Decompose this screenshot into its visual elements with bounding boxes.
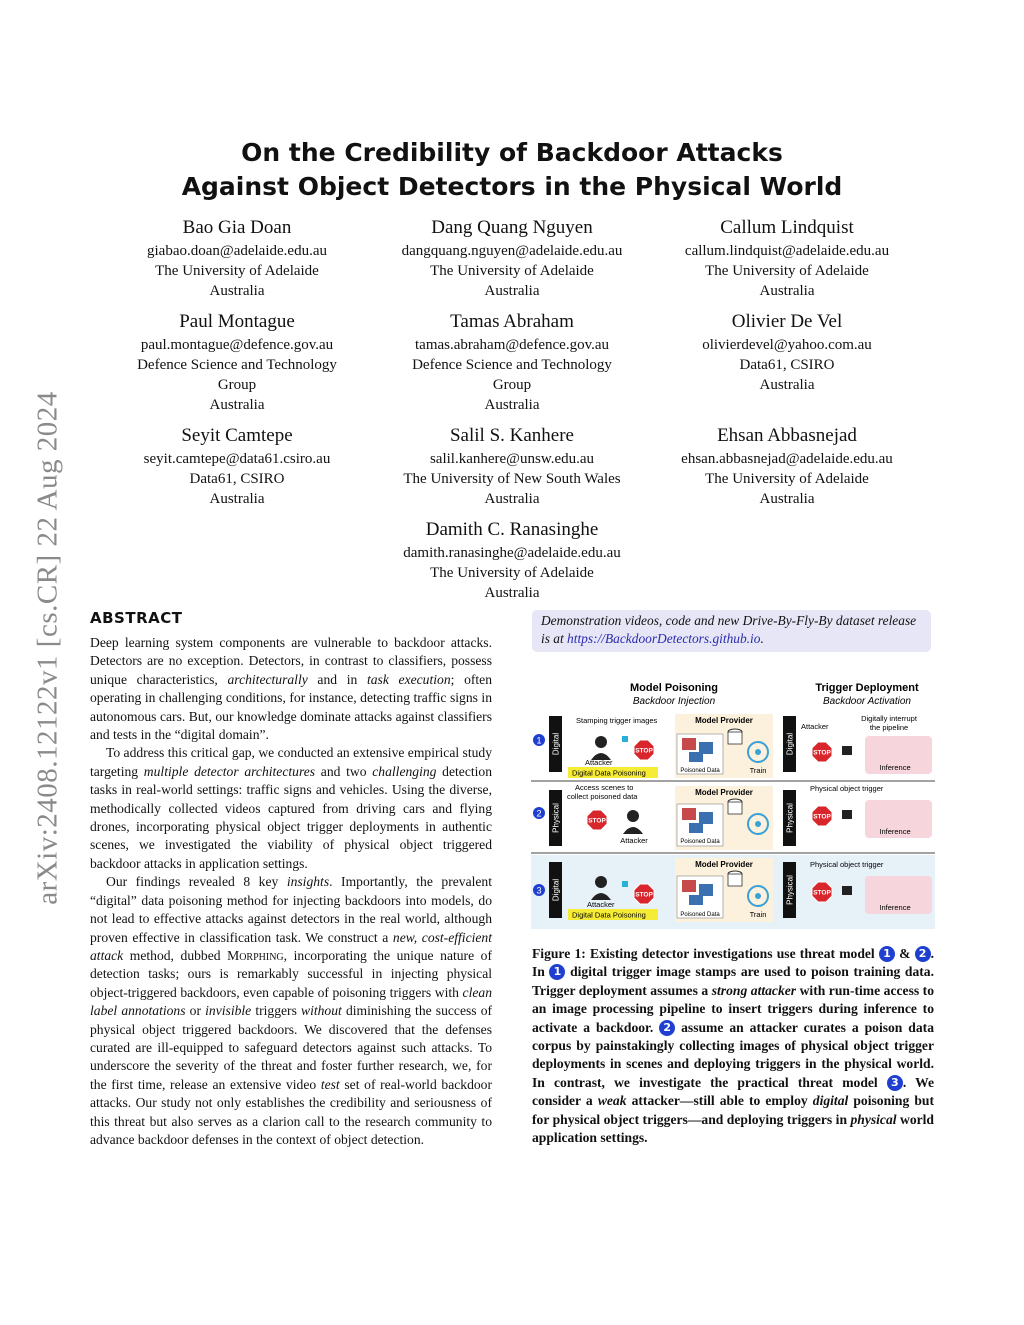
author-name: Dang Quang Nguyen (431, 217, 593, 238)
header-backdoor-injection: Backdoor Injection (632, 696, 716, 707)
row-1-deploy-label: Digital (785, 732, 795, 756)
svg-text:1: 1 (536, 735, 542, 746)
database-icon (728, 732, 742, 744)
author-affiliation: The University of Adelaide (155, 263, 319, 279)
project-link[interactable]: https://BackdoorDetectors.github.io (567, 631, 761, 646)
svg-text:STOP: STOP (813, 749, 831, 757)
author-affiliation: Data61, CSIRO (189, 471, 285, 487)
access-scenes-text: collect poisoned data (567, 792, 638, 801)
abstract-paragraph: Our findings revealed 8 key insights. Importantly, the prevalent “digital” data poisoning method for injecting backdoors into models, do not lead to effective attacks against detectors in the real world, although proven effective in classification task. We construct a new, cost-efficient attack method, dubbed Morphing, incorporating the unique nature of detection tasks; ours is remarkably successful in injecting physical object-triggered backdoors, even capable of poisoning triggers with clean label annotations or invisible triggers without diminishing the success of physical object triggered backdoors. We discovered that the defenses curated are ill-equipped to safeguard detectors against such attacks. To underscore the severity of the threat and foster further research, we, for the first time, release an extensive video test set of real-world backdoor attacks. Our study not only establishes the credibility and seriousness of this threat but also serves as a clarion call to the research community to advance backdoor defenses in the context of object detection. (90, 874, 493, 1147)
svg-text:STOP: STOP (813, 813, 831, 821)
attacker-label: Attacker (620, 836, 648, 845)
author-name: Ehsan Abbasnejad (717, 425, 857, 446)
interrupt-text: Digitally interrupt (861, 714, 917, 723)
author-affiliation: The University of Adelaide (430, 263, 594, 279)
author-country: Australia (209, 283, 265, 299)
author-block (362, 216, 662, 301)
author-block (362, 518, 662, 603)
author-email: ehsan.abbasnejad@adelaide.edu.au (681, 451, 893, 467)
stop-sign-icon (634, 740, 654, 760)
author-email: paul.montague@defence.gov.au (140, 337, 334, 353)
author-affiliation: Data61, CSIRO (739, 357, 835, 373)
abstract-paragraph: To address this critical gap, we conducted an extensive empirical study targeting multiple detector architectures and two challenging detection tasks in real-world settings: traffic signs and vehicles. Using the diverse, methodically collected videos captured from driving cars and flying drones, incorporating physical object trigger deployments in authentic scenes, we investigated the viability of physical object triggered backdoor attacks in application settings. (90, 745, 492, 871)
author-name: Damith C. Ranasinghe (425, 519, 599, 540)
database-icon (728, 802, 742, 814)
train-label: Train (749, 910, 767, 919)
author-affiliation: Defence Science and Technology (137, 357, 337, 373)
poisoned-data-label: Poisoned Data (680, 839, 720, 845)
model-provider-label: Model Provider (695, 716, 753, 725)
inference-label: Inference (879, 763, 911, 772)
database-icon (728, 874, 742, 886)
abstract-paragraph: Deep learning system components are vulnerable to backdoor attacks. Detectors are no exception. Detectors, in contrast to classifiers, possess unique characteristics, architecturally and in task execution; often operating in challenging conditions, for instance, detecting traffic signs in autonomous cars. But, our knowledge dominate attacks against classifiers and tests in the “digital domain”. (90, 635, 493, 743)
title-line-1: On the Credibility of Backdoor Attacks (241, 138, 783, 167)
physical-trigger-label: Physical object trigger (810, 784, 884, 793)
figure-1-diagram (529, 676, 937, 932)
author-block (87, 310, 387, 415)
author-name: Salil S. Kanhere (449, 425, 574, 446)
digital-poisoning-label: Digital Data Poisoning (572, 768, 646, 778)
row-3-deploy-label: Physical (785, 875, 795, 905)
author-country: Australia (484, 283, 540, 299)
author-country: Australia (759, 377, 815, 393)
digital-poisoning-label: Digital Data Poisoning (572, 910, 646, 920)
author-country: Australia (759, 491, 815, 507)
attacker-label: Attacker (801, 722, 829, 731)
attacker-icon (623, 810, 643, 834)
author-country: Australia (484, 491, 540, 507)
attacker-label: Attacker (587, 900, 615, 909)
camera-icon (842, 810, 852, 819)
author-name: Paul Montague (179, 311, 295, 332)
stop-sign-icon (812, 806, 832, 826)
demo-notice-box: Demonstration videos, code and new Drive-By-Fly-By dataset release is at https://BackdoorDetectors.github.io. (532, 610, 931, 652)
author-email: seyit.camtepe@data61.csiro.au (143, 451, 331, 467)
inference-label: Inference (879, 903, 911, 912)
header-trigger-deployment: Trigger Deployment (815, 682, 919, 694)
attacker-label: Attacker (585, 758, 613, 767)
stop-sign-icon (812, 882, 832, 902)
author-block (87, 424, 387, 509)
author-country: Australia (484, 585, 540, 601)
author-affiliation: The University of New South Wales (403, 471, 621, 487)
row-3-label: Digital (551, 878, 561, 902)
author-block (362, 424, 662, 509)
author-email: salil.kanhere@unsw.edu.au (429, 451, 595, 467)
attacker-icon (591, 736, 611, 760)
author-block (637, 216, 937, 301)
header-backdoor-activation: Backdoor Activation (822, 696, 912, 707)
author-block (362, 310, 662, 415)
figure-1-caption: Figure 1: Existing detector investigations use threat model 1 & 2 . In 1 digital trigger image stamps are used to poison training data. Trigger deployment assumes a strong attacker with run-time access to an image processing pipeline to insert triggers during inference to activate a backdoor. 2 assume an attacker curates a poison data corpus by painstakingly collecting images of physical object trigger deployments in scenes and deploying triggers in the physical world. In contrast, we investigate the practical threat model 3 . We consider a weak attacker—still able to employ digital poisoning but for physical object triggers—and deploying triggers in physical world application settings. (532, 946, 934, 1146)
train-label: Train (749, 766, 767, 775)
access-scenes-text: Access scenes to (575, 783, 634, 792)
model-provider-label: Model Provider (695, 860, 753, 869)
author-affiliation: Defence Science and Technology (412, 357, 612, 373)
abstract-body (90, 634, 492, 1149)
trigger-stamp-icon (622, 881, 628, 887)
inference-label: Inference (879, 827, 911, 836)
author-country: Australia (759, 283, 815, 299)
author-email: tamas.abraham@defence.gov.au (415, 337, 609, 353)
stamping-trigger-text: Stamping trigger images (576, 716, 658, 725)
header-model-poisoning: Model Poisoning (630, 682, 718, 694)
svg-text:STOP: STOP (635, 747, 653, 755)
trigger-stamp-icon (622, 736, 628, 742)
author-country: Australia (209, 491, 265, 507)
author-affiliation: The University of Adelaide (430, 565, 594, 581)
author-email: olivierdevel@yahoo.com.au (702, 337, 872, 353)
camera-icon (842, 746, 852, 755)
physical-trigger-label: Physical object trigger (810, 860, 884, 869)
author-country: Australia (209, 397, 265, 413)
abstract-heading: ABSTRACT (90, 609, 183, 627)
author-affiliation: The University of Adelaide (705, 263, 869, 279)
svg-text:STOP: STOP (635, 891, 653, 899)
row-1-label: Digital (551, 732, 561, 756)
author-affiliation: Group (217, 377, 257, 393)
poisoned-data-label: Poisoned Data (680, 768, 720, 774)
stop-sign-icon (812, 742, 832, 762)
model-provider-label: Model Provider (695, 788, 753, 797)
svg-text:3: 3 (536, 885, 542, 896)
author-email: damith.ranasinghe@adelaide.edu.au (403, 545, 621, 561)
author-name: Tamas Abraham (450, 311, 574, 332)
row-2-label: Physical (551, 803, 561, 833)
author-email: giabao.doan@adelaide.edu.au (147, 243, 327, 259)
poisoned-data-label: Poisoned Data (680, 912, 720, 918)
author-name: Olivier De Vel (731, 311, 843, 332)
author-block (637, 310, 937, 395)
author-name: Seyit Camtepe (181, 425, 293, 446)
author-email: dangquang.nguyen@adelaide.edu.au (401, 243, 623, 259)
author-name: Callum Lindquist (720, 217, 854, 238)
author-name: Bao Gia Doan (182, 217, 292, 238)
row-2-deploy-label: Physical (785, 803, 795, 833)
stop-sign-icon (587, 810, 607, 830)
title-line-2: Against Object Detectors in the Physical World (181, 172, 843, 201)
svg-text:STOP: STOP (588, 817, 606, 825)
svg-text:2: 2 (536, 808, 542, 819)
camera-icon (842, 886, 852, 895)
stop-sign-icon (634, 884, 654, 904)
paper-title (120, 136, 904, 204)
author-block (87, 216, 387, 301)
svg-text:STOP: STOP (813, 889, 831, 897)
arxiv-identifier: arXiv:2408.12122v1 [cs.CR] 22 Aug 2024 (31, 390, 64, 905)
author-email: callum.lindquist@adelaide.edu.au (684, 243, 890, 259)
interrupt-text: the pipeline (869, 723, 909, 732)
author-affiliation: The University of Adelaide (705, 471, 869, 487)
author-country: Australia (484, 397, 540, 413)
author-block (637, 424, 937, 509)
author-affiliation: Group (492, 377, 532, 393)
